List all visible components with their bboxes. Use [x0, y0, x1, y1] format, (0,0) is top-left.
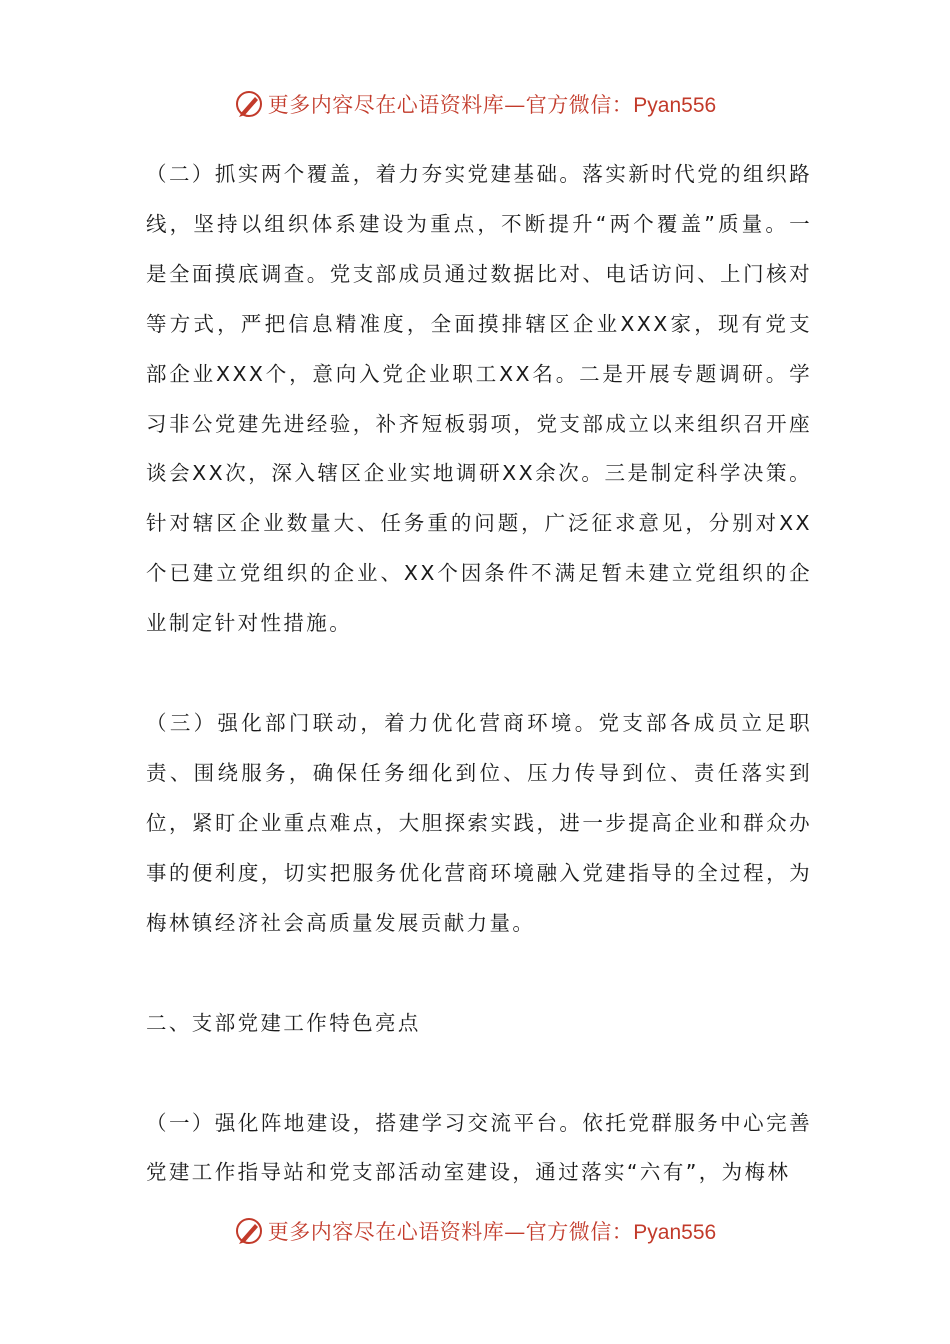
document-body: [146, 150, 812, 1198]
pen-logo-icon: [234, 89, 264, 119]
pen-logo-icon: [234, 1216, 264, 1246]
header-watermark: [0, 84, 950, 124]
paragraph-business-environment: （三）强化部门联动，着力优化营商环境。党支部各成员立足职责、围绕服务，确保任务细化到位、压力传导到位、责任落实到位，紧盯企业重点难点，大胆探索实践，进一步提高企业和群众办事的便利度，切实把服务优化营商环境融入党建指导的全过程，为梅林镇经济社会高质量发展贡献力量。: [146, 711, 812, 935]
paragraph-party-coverage: （二）抓实两个覆盖，着力夯实党建基础。落实新时代党的组织路线，坚持以组织体系建设为重点，不断提升“两个覆盖”质量。一是全面摸底调查。党支部成员通过数据比对、电话访问、上门核对等方式，严把信息精准度，全面摸排辖区企业XXX家，现有党支部企业XXX个，意向入党企业职工XX名。二是开展专题调研。学习非公党建先进经验，补齐短板弱项，党支部成立以来组织召开座谈会XX次，深入辖区企业实地调研XX余次。三是制定科学决策。针对辖区企业数量大、任务重的问题，广泛征求意见，分别对XX个已建立党组织的企业、XX个因条件不满足暂未建立党组织的企业制定针对性措施。: [146, 162, 812, 636]
watermark-text: 更多内容尽在心语资料库—官方微信：Pyan556: [267, 1220, 717, 1244]
footer-watermark: [0, 1211, 950, 1251]
watermark-text: 更多内容尽在心语资料库—官方微信：Pyan556: [267, 93, 717, 117]
watermark-handle: Pyan556: [633, 94, 717, 117]
watermark-handle: Pyan556: [633, 1221, 717, 1244]
section-heading: 二、支部党建工作特色亮点: [146, 1010, 421, 1035]
paragraph-position-building: （一）强化阵地建设，搭建学习交流平台。依托党群服务中心完善党建工作指导站和党支部活动室建设，通过落实“六有”，为梅林: [146, 1110, 812, 1185]
